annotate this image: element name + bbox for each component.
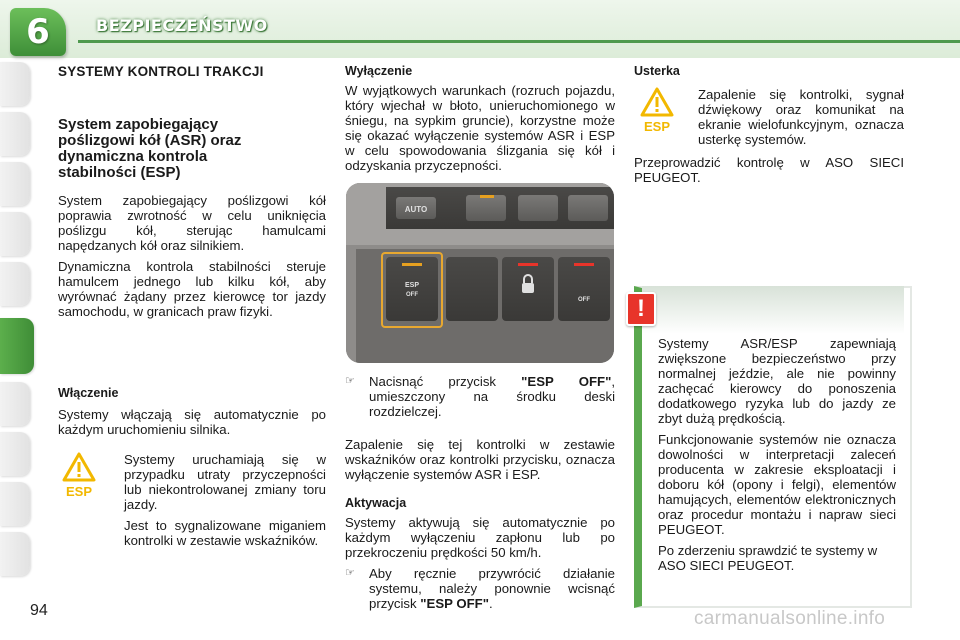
side-tab[interactable] [0,262,30,306]
side-tab[interactable] [0,62,30,106]
paragraph: Jest to sygnalizowane miganiem kontrolki w zestawie wskaźników. [124,518,326,548]
paragraph: W wyjątkowych warunkach (rozruch pojazdu, który wjechał w błoto, unieruchomionego w śniegu, na sypkim gruncie), korzystne może się okazać wyłączenie systemów ASR i ESP w celu spowodowania ślizgania się kół i odzyskania przyczepności. [345,83,615,173]
alarm-off-label: OFF [578,297,590,303]
column-2-lower [345,374,615,617]
esp-button-label: ESP [404,282,420,289]
paragraph: System zapobiegający poślizgowi kół poprawia zwrotność w celu uniknięcia poślizgu kół, sterując hamulcami napędzanych kół oraz silnikiem. [58,193,326,253]
side-tab[interactable] [0,432,30,476]
column-1 [58,64,326,325]
exclamation-icon: ! [626,292,656,326]
paragraph: Systemy aktywują się automatycznie po każdym wyłączeniu zapłonu lub po przekroczeniu prędkości 50 km/h. [345,515,615,560]
esp-warning-icon [62,452,96,500]
paragraph: Dynamiczna kontrola stabilności steruje hamulcem jednego lub kilku kół, aby wyrównać żądany przez kierowcę tor jazdy samochodu, w granicach praw fizyki. [58,259,326,319]
side-tab[interactable] [0,482,30,526]
paragraph: Funkcjonowanie systemów nie oznacza dowolności w interpretacji zaleceń producenta w zakresie eksploatacji i doboru kół (opony i felgi), elementów hamujących, elementów elektronicznych oraz procedur montażu i napraw sieci PEUGEOT. [658,432,896,537]
pointing-hand-icon: ☞ [345,567,355,579]
side-tab[interactable] [0,382,30,426]
side-tab[interactable] [0,212,30,256]
section-heading: Usterka [634,64,680,78]
subsection-heading: System zapobiegający poślizgowi kół (ASR) oraz dynamiczna kontrola stabilności (ESP) [58,116,242,181]
page-number: 94 [30,602,48,619]
text-run: , umieszczony na środku deski rozdzielczej. [369,374,615,419]
paragraph: Zapalenie się tej kontrolki w zestawie wskaźników oraz kontrolki przycisku, oznacza wyłączenie systemów ASR i ESP. [345,437,615,482]
esp-icon-text: ESP [643,119,671,134]
instruction-bullet [345,374,615,425]
fault-warning-block [634,87,904,153]
side-tab[interactable] [0,112,30,156]
esp-warning-block [62,452,326,554]
esp-off-label: OFF [406,292,418,298]
esp-icon-text: ESP [65,484,93,499]
dashboard-illustration [346,183,614,363]
text-run: Nacisnąć przycisk [369,374,522,389]
instruction-bullet [345,566,615,617]
dashboard-photo [346,183,614,363]
paragraph: Przeprowadzić kontrolę w ASO SIECI PEUGEOT. [634,155,904,185]
note-text [658,336,896,579]
watermark: carmanualsonline.info [694,608,886,629]
button-name: "ESP OFF" [420,596,489,611]
paragraph [369,374,615,419]
paragraph: Zapalenie się kontrolki, sygnał dźwiękowy oraz komunikat na ekranie wielofunkcyjnym, oznacza usterkę systemów. [698,87,904,147]
paragraph: Systemy włączają się automatycznie po każdym uruchomieniu silnika. [58,407,326,437]
text-run: Aby ręcznie przywrócić działanie systemu, należy ponownie wcisnąć przycisk [369,566,615,611]
section-heading: SYSTEMY KONTROLI TRAKCJI [58,64,264,79]
header-divider [78,40,960,43]
pointing-hand-icon: ☞ [345,375,355,387]
chapter-title: BEZPIECZEŃSTWO [96,16,268,35]
auto-button-label: AUTO [404,205,428,214]
text-run: . [488,596,493,611]
paragraph [369,566,615,611]
chapter-number: 6 [26,12,50,52]
side-tab[interactable] [0,532,30,576]
warning-text [124,452,326,554]
esp-warning-icon [640,87,674,135]
note-box-header [642,286,904,334]
section-heading: Aktywacja [345,496,407,510]
paragraph: Systemy ASR/ESP zapewniają zwiększone bezpieczeństwo przy normalnej jeździe, ale nie powinny zachęcać kierowcy do ponoszenia dodatkowego ryzyka lub do jazdy ze zbyt dużą prędkością. [658,336,896,426]
side-tab[interactable] [0,162,30,206]
section-heading: Włączenie [58,386,119,400]
paragraph: Po zderzeniu sprawdzić te systemy w ASO SIECI PEUGEOT. [658,543,878,573]
column-2 [345,64,615,179]
activation-section [58,386,326,443]
button-name: "ESP OFF" [521,374,612,389]
column-3 [634,64,904,191]
paragraph: Systemy uruchamiają się w przypadku utraty przyczepności lub niekontrolowanej zmiany toru jazdy. [124,452,326,512]
section-heading: Wyłączenie [345,64,413,78]
side-tab-active[interactable] [0,318,34,374]
